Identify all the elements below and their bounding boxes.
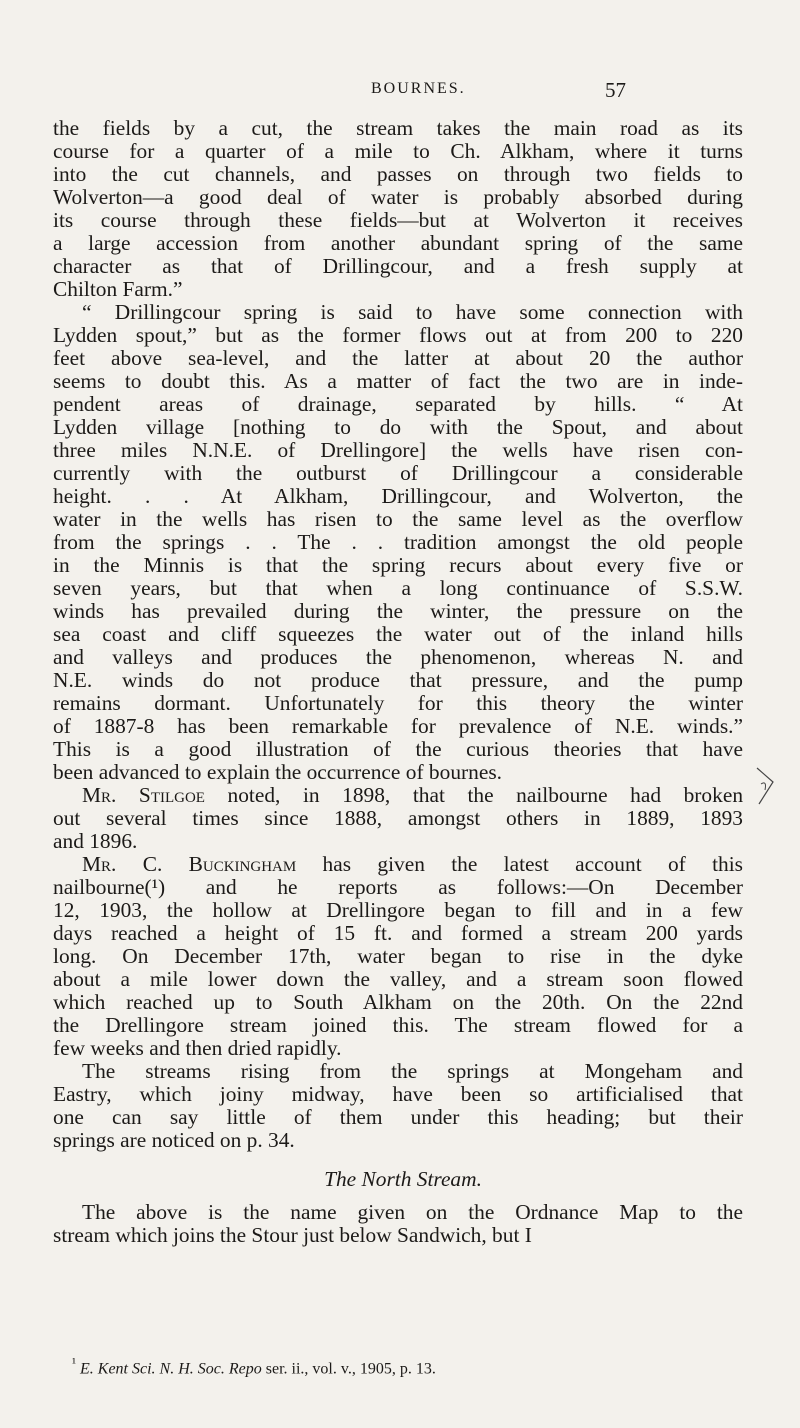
paragraph — [53, 1060, 743, 1152]
line-text: and valleys and produces the phenomenon, whereas N. and — [53, 645, 743, 669]
line-text: one can say little of them under this heading; but their — [53, 1105, 743, 1129]
spacer — [53, 1152, 743, 1168]
text-line — [53, 1224, 743, 1247]
text-line — [53, 1106, 743, 1129]
text-line — [53, 830, 743, 853]
line-text: its course through these fields—but at Wolverton it receives — [53, 208, 743, 232]
line-text: Eastry, which joiny midway, have been so artificialised that — [53, 1082, 743, 1106]
paragraph — [53, 784, 743, 853]
line-text: a large accession from another abundant spring of the same — [53, 231, 743, 255]
text-line — [53, 255, 743, 278]
text-line — [53, 853, 743, 876]
text-line — [53, 715, 743, 738]
line-text: Lydden spout,” but as the former flows out at from 200 to 220 — [53, 323, 743, 347]
text-line — [53, 1014, 743, 1037]
text-line — [53, 186, 743, 209]
text-line — [53, 899, 743, 922]
text-line — [53, 439, 743, 462]
line-text: pendent areas of drainage, separated by hills. “ At — [53, 392, 743, 416]
line-text: springs are noticed on p. 34. — [53, 1128, 295, 1152]
text-line — [53, 554, 743, 577]
footnote-rest: ser. ii., vol. v., 1905, p. 13. — [261, 1360, 436, 1378]
text-line — [53, 1060, 743, 1083]
text-line — [53, 416, 743, 439]
section-heading: The North Stream. — [324, 1167, 482, 1191]
text-line — [53, 807, 743, 830]
text-line — [53, 738, 743, 761]
footnote-marker: ¹ — [72, 1355, 76, 1370]
text-line — [53, 462, 743, 485]
line-text: remains dormant. Unfortunately for this theory the winter — [53, 691, 743, 715]
line-text: into the cut channels, and passes on through two fields to — [53, 162, 743, 186]
text-line — [53, 945, 743, 968]
text-line — [53, 324, 743, 347]
line-text: of 1887-8 has been remarkable for prevalence of N.E. winds.” — [53, 714, 743, 738]
paragraph — [53, 301, 743, 784]
text-line — [53, 347, 743, 370]
text-line — [53, 600, 743, 623]
text-line — [53, 508, 743, 531]
line-text: about a mile lower down the valley, and a stream soon flowed — [53, 967, 743, 991]
text-line — [53, 232, 743, 255]
text-line — [53, 485, 743, 508]
line-text: height. . . At Alkham, Drillingcour, and Wolverton, the — [53, 484, 743, 508]
text-line — [53, 301, 743, 324]
line-text: 12, 1903, the hollow at Drellingore began to fill and in a few — [53, 898, 743, 922]
line-text: N.E. winds do not produce that pressure, and the pump — [53, 668, 743, 692]
line-text: which reached up to South Alkham on the 20th. On the 22nd — [53, 990, 743, 1014]
line-text: feet above sea-level, and the latter at about 20 the author — [53, 346, 743, 370]
text-line — [53, 876, 743, 899]
text-line — [53, 623, 743, 646]
line-text: nailbourne(¹) and he reports as follows:—On December — [53, 875, 743, 899]
line-text: and 1896. — [53, 829, 138, 853]
text-line — [53, 531, 743, 554]
line-text: character as that of Drillingcour, and a fresh supply at — [53, 254, 743, 278]
line-text: noted, in 1898, that the nailbourne had broken — [204, 783, 744, 807]
line-text: The streams rising from the springs at Mongeham and — [82, 1059, 743, 1083]
text-line — [53, 761, 743, 784]
line-text: sea coast and cliff squeezes the water out of the inland hills — [53, 622, 743, 646]
text-line — [53, 577, 743, 600]
text-line — [53, 669, 743, 692]
text-line — [53, 370, 743, 393]
text-line — [53, 991, 743, 1014]
line-text: Lydden village [nothing to do with the Spout, and about — [53, 415, 743, 439]
page-number: 57 — [605, 78, 626, 102]
text-line — [53, 278, 743, 301]
line-text: The above is the name given on the Ordnance Map to the — [82, 1200, 743, 1224]
line-text: long. On December 17th, water began to rise in the dyke — [53, 944, 743, 968]
text-line — [53, 1129, 743, 1152]
paragraph — [53, 117, 743, 301]
text-line — [53, 209, 743, 232]
running-header — [0, 74, 800, 104]
line-text: water in the wells has risen to the same level as the overflow — [53, 507, 743, 531]
text-line — [53, 1083, 743, 1106]
text-line — [53, 163, 743, 186]
text-line — [53, 393, 743, 416]
paragraph-lead: Mr. Stilgoe — [82, 783, 205, 807]
line-text: from the springs . . The . . tradition amongst the old people — [53, 530, 743, 554]
footnote — [72, 1353, 752, 1379]
paragraph — [53, 1201, 743, 1247]
line-text: has given the latest account of this — [296, 852, 743, 876]
line-text: been advanced to explain the occurrence of bournes. — [53, 760, 502, 784]
line-text: out several times since 1888, amongst others in 1889, 1893 — [53, 806, 743, 830]
text-line — [53, 140, 743, 163]
line-text: seems to doubt this. As a matter of fact the two are in inde- — [53, 369, 743, 393]
text-line — [53, 922, 743, 945]
line-text: the fields by a cut, the stream takes the main road as its — [53, 116, 743, 140]
line-text: This is a good illustration of the curious theories that have — [53, 737, 743, 761]
line-text: in the Minnis is that the spring recurs about every five or — [53, 553, 743, 577]
text-line — [53, 117, 743, 140]
paragraph — [53, 853, 743, 1060]
line-text: Wolverton—a good deal of water is probably absorbed during — [53, 185, 743, 209]
line-text: three miles N.N.E. of Drellingore] the wells have risen con- — [53, 438, 743, 462]
line-text: days reached a height of 15 ft. and formed a stream 200 yards — [53, 921, 743, 945]
margin-annotation-mark — [755, 766, 777, 806]
line-text: “ Drillingcour spring is said to have some connection with — [82, 300, 743, 324]
text-line — [53, 646, 743, 669]
line-text: currently with the outburst of Drillingcour a considerable — [53, 461, 743, 485]
line-text: the Drellingore stream joined this. The stream flowed for a — [53, 1013, 743, 1037]
line-text: seven years, but that when a long continuance of S.S.W. — [53, 576, 743, 600]
footnote-citation: E. Kent Sci. N. H. Soc. Repo — [80, 1360, 262, 1378]
line-text: winds has prevailed during the winter, the pressure on the — [53, 599, 743, 623]
text-line — [53, 692, 743, 715]
text-line — [53, 784, 743, 807]
text-line — [53, 1037, 743, 1060]
line-text: course for a quarter of a mile to Ch. Alkham, where it turns — [53, 139, 743, 163]
text-line — [53, 968, 743, 991]
body-text — [53, 117, 743, 1247]
line-text: few weeks and then dried rapidly. — [53, 1036, 342, 1060]
paragraph-lead: Mr. C. Buckingham — [82, 852, 297, 876]
text-line — [53, 1201, 743, 1224]
running-title: BOURNES. — [371, 80, 466, 97]
line-text: Chilton Farm.” — [53, 277, 183, 301]
line-text: stream which joins the Stour just below Sandwich, but I — [53, 1223, 532, 1247]
